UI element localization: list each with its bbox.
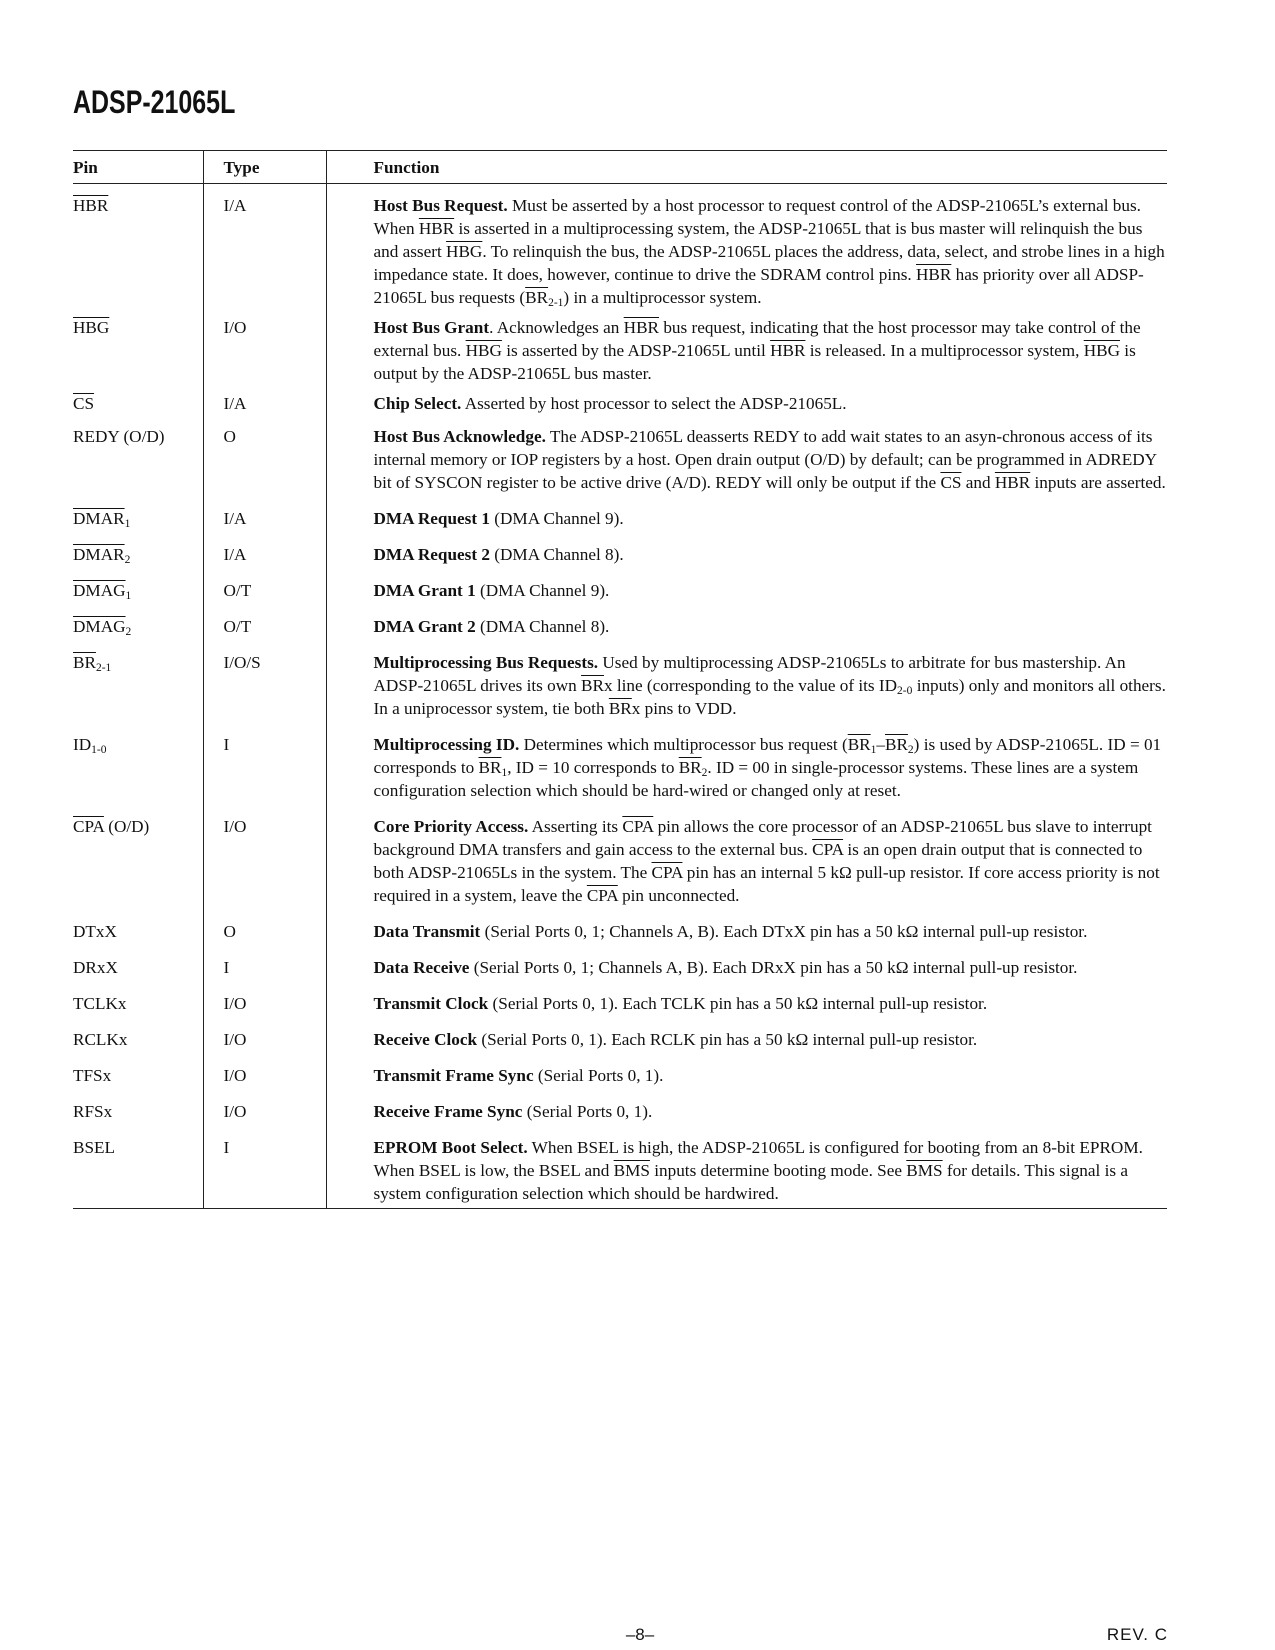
function-name: DMA Grant 2 — [373, 617, 476, 636]
subscript-text: 2-1 — [95, 662, 112, 674]
type-cell: O/T — [203, 605, 326, 641]
overlined-signal: $\overline{BR}$ — [608, 699, 632, 718]
type-cell: I/A — [203, 497, 326, 533]
description-text: inputs are asserted. — [1030, 473, 1166, 492]
table-row — [73, 982, 1167, 1018]
description-text: inputs determine booting mode. See — [649, 1161, 907, 1180]
function-name: Multiprocessing ID. — [373, 735, 520, 754]
subscript-text: 2-0 — [897, 685, 913, 697]
function-cell — [326, 418, 1167, 497]
function-cell — [326, 569, 1167, 605]
pin-cell — [73, 184, 203, 313]
description-text: pin has an internal 5 kΩ pull-up resistor. If core access priority is not required in a system, leave the — [373, 863, 1160, 905]
overlined-signal: $\overline{BR}$ — [678, 758, 702, 777]
pin-cell — [73, 569, 203, 605]
description-text: Must be asserted by a host processor to request control of the ADSP-21065L’s external bus. When — [373, 196, 1141, 238]
pin-cell — [73, 910, 203, 946]
overlined-signal: $\overline{CS}$ — [73, 394, 95, 413]
function-name: Multiprocessing Bus Requests. — [373, 653, 599, 672]
pin-cell — [73, 723, 203, 805]
table-row — [73, 641, 1167, 723]
description-text: for details. This signal is a system configuration selection which should be hardwired. — [373, 1161, 1128, 1203]
description-text: Used by multiprocessing ADSP-21065Ls to arbitrate for bus mastership. An ADSP-21065L drives its own — [373, 653, 1126, 695]
function-cell — [326, 910, 1167, 946]
description-text: is asserted by the ADSP-21065L until — [501, 341, 771, 360]
description-text: is output by the ADSP-21065L bus master. — [373, 341, 1136, 383]
table-row — [73, 533, 1167, 569]
overlined-signal: $\overline{BR}$ — [525, 288, 549, 307]
description-text: TCLKx — [73, 994, 127, 1013]
overlined-signal: $\overline{CS}$ — [940, 473, 962, 492]
table-row — [73, 605, 1167, 641]
type-cell: I/A — [203, 184, 326, 313]
overlined-signal: DMAG — [73, 617, 126, 636]
type-cell: I/O — [203, 1090, 326, 1126]
description-text: DRxX — [73, 958, 118, 977]
description-text: is an open drain output that is connected to both ADSP-21065Ls in the system. The — [373, 840, 1143, 882]
overlined-signal: $\overline{HBR}$ — [770, 341, 806, 360]
overlined-signal: $\overline{CPA}$ — [586, 886, 618, 905]
table-row — [73, 1018, 1167, 1054]
table-row — [73, 312, 1167, 388]
description-text: RFSx — [73, 1102, 113, 1121]
table-row — [73, 1054, 1167, 1090]
function-cell — [326, 1126, 1167, 1209]
table-row — [73, 1126, 1167, 1209]
function-cell — [326, 184, 1167, 313]
table-row — [73, 418, 1167, 497]
overlined-signal: $\overline{CPA}$ — [73, 817, 104, 836]
description-text: , ID = 10 corresponds to — [507, 758, 679, 777]
type-cell: I/O — [203, 1054, 326, 1090]
function-cell — [326, 641, 1167, 723]
type-cell: O — [203, 910, 326, 946]
document-title: ADSP-21065L — [73, 84, 236, 120]
description-text: x pins to VDD. — [631, 699, 737, 718]
function-name: Host Bus Grant — [373, 318, 490, 337]
function-name: Transmit Clock — [373, 994, 489, 1013]
function-name: Chip Select. — [373, 394, 462, 413]
subscript-text: 2 — [701, 767, 708, 779]
type-cell: I/A — [203, 388, 326, 418]
description-text: TFSx — [73, 1066, 112, 1085]
function-cell — [326, 1090, 1167, 1126]
overlined-signal: $\overline{BR}$ — [884, 735, 908, 754]
description-text: is released. In a multiprocessor system, — [805, 341, 1084, 360]
pin-cell — [73, 312, 203, 388]
description-text: Determines which multiprocessor bus request ( — [519, 735, 848, 754]
overlined-signal: $\overline{HBR}$ — [994, 473, 1031, 492]
description-text: bus request, indicating that the host processor may take control of the external bus. — [373, 318, 1141, 360]
type-cell: I — [203, 1126, 326, 1209]
description-text: (DMA Channel 9). — [490, 509, 624, 528]
function-cell — [326, 723, 1167, 805]
type-cell: O/T — [203, 569, 326, 605]
overlined-signal: $\overline{CPA}$ — [812, 840, 844, 859]
table-row — [73, 910, 1167, 946]
subscript-text: 2 — [907, 744, 914, 756]
overlined-signal: $\overline{BR}$ — [478, 758, 502, 777]
description-text: (Serial Ports 0, 1; Channels A, B). Each DRxX pin has a 50 kΩ internal pull-up resistor. — [469, 958, 1078, 977]
pin-cell — [73, 388, 203, 418]
column-header-pin: Pin — [73, 151, 203, 184]
overlined-signal: $\overline{HBG}$ — [465, 341, 502, 360]
description-text: and — [961, 473, 995, 492]
type-cell: I/O — [203, 1018, 326, 1054]
function-cell — [326, 497, 1167, 533]
description-text: (DMA Channel 8). — [475, 617, 610, 636]
description-text: Asserting its — [528, 817, 623, 836]
function-name: DMA Request 2 — [373, 545, 490, 564]
subscript-text: 1 — [501, 767, 508, 779]
subscript-text: 2-1 — [548, 297, 564, 309]
type-cell: I — [203, 946, 326, 982]
pin-cell — [73, 497, 203, 533]
pin-function-table — [73, 150, 1167, 1209]
type-cell: I/O — [203, 982, 326, 1018]
type-cell: O — [203, 418, 326, 497]
function-name: Host Bus Acknowledge. — [373, 427, 546, 446]
subscript-text: 1 — [870, 744, 877, 756]
function-name: Host Bus Request. — [373, 196, 508, 215]
table-header-row — [73, 151, 1167, 184]
overlined-signal: $\overline{CPA}$ — [651, 863, 683, 882]
function-cell — [326, 1018, 1167, 1054]
overlined-signal: $\overline{HBR}$ — [73, 196, 109, 215]
pin-cell — [73, 1090, 203, 1126]
description-text: (O/D) — [103, 817, 150, 836]
description-text: ) in a multiprocessor system. — [563, 288, 762, 307]
column-header-function: Function — [326, 151, 1167, 184]
function-cell — [326, 388, 1167, 418]
description-text: x line (corresponding to the value of its ID — [603, 676, 898, 695]
pin-cell — [73, 1054, 203, 1090]
table-row — [73, 569, 1167, 605]
subscript-text: 1 — [125, 590, 132, 602]
description-text: (Serial Ports 0, 1). Each RCLK pin has a 50 kΩ internal pull-up resistor. — [477, 1030, 978, 1049]
description-text: REDY (O/D) — [73, 427, 165, 446]
description-text: . Acknowledges an — [489, 318, 624, 337]
pin-cell — [73, 533, 203, 569]
overlined-signal: DMAR — [73, 545, 125, 564]
overlined-signal: $\overline{BMS}$ — [613, 1161, 650, 1180]
function-cell — [326, 982, 1167, 1018]
overlined-signal: DMAR — [73, 509, 125, 528]
description-text: DTxX — [73, 922, 117, 941]
description-text: has priority over all ADSP-21065L bus requests ( — [373, 265, 1144, 307]
description-text: (DMA Channel 8). — [490, 545, 624, 564]
overlined-signal: $\overline{BR}$ — [581, 676, 604, 695]
function-cell — [326, 312, 1167, 388]
function-name: DMA Grant 1 — [373, 581, 476, 600]
overlined-signal: $\overline{BR}$ — [847, 735, 871, 754]
description-text: RCLKx — [73, 1030, 128, 1049]
pin-cell — [73, 805, 203, 910]
overlined-signal: $\overline{CPA}$ — [622, 817, 654, 836]
description-text: pin allows the core processor of an ADSP-21065L bus slave to interrupt background DMA transfers and gain access to the external bus. — [373, 817, 1152, 859]
overlined-signal: $\overline{BMS}$ — [906, 1161, 943, 1180]
description-text: When BSEL is high, the ADSP-21065L is configured for booting from an 8-bit EPROM. When BSEL is low, the BSEL and — [373, 1138, 1143, 1180]
table-row — [73, 1090, 1167, 1126]
subscript-text: 1 — [124, 518, 131, 530]
subscript-text: 2 — [125, 626, 132, 638]
function-cell — [326, 533, 1167, 569]
function-name: DMA Request 1 — [373, 509, 490, 528]
description-text: pin unconnected. — [617, 886, 740, 905]
description-text: (Serial Ports 0, 1). — [522, 1102, 653, 1121]
type-cell: I/A — [203, 533, 326, 569]
revision-label: REV. C — [1106, 1625, 1168, 1644]
description-text: BSEL — [73, 1138, 116, 1157]
description-text: . To relinquish the bus, the ADSP-21065L places the address, data, select, and strobe lines in a high impedance state. It does, however, continue to drive the SDRAM control pins. — [373, 242, 1165, 284]
function-name: EPROM Boot Select. — [373, 1138, 528, 1157]
table-row — [73, 388, 1167, 418]
pin-cell — [73, 946, 203, 982]
description-text: (Serial Ports 0, 1). — [533, 1066, 664, 1085]
description-text: The ADSP-21065L deasserts REDY to add wait states to an asyn-chronous access of its internal memory or IOP registers by a host. Open drain output (O/D) by default; can be programmed in ADREDY bit of SYSCON register to be active drive (A/D). REDY will only be output if the — [373, 427, 1157, 492]
function-name: Receive Frame Sync — [373, 1102, 523, 1121]
overlined-signal: $\overline{HBR}$ — [418, 219, 455, 238]
type-cell: I/O/S — [203, 641, 326, 723]
function-name: Receive Clock — [373, 1030, 478, 1049]
description-text: Asserted by host processor to select the ADSP-21065L. — [461, 394, 847, 413]
table-row — [73, 497, 1167, 533]
overlined-signal: $\overline{BR}$ — [73, 653, 96, 672]
table-row — [73, 723, 1167, 805]
pin-cell — [73, 982, 203, 1018]
table-body — [73, 184, 1167, 1209]
function-cell — [326, 805, 1167, 910]
table-row — [73, 805, 1167, 910]
subscript-text: 2 — [124, 554, 131, 566]
description-text: ) is used by ADSP-21065L. ID = 01 corresponds to — [373, 735, 1162, 777]
overlined-signal: DMAG — [73, 581, 126, 600]
pin-cell — [73, 418, 203, 497]
function-name: Data Transmit — [373, 922, 481, 941]
table-row — [73, 946, 1167, 982]
column-header-type: Type — [203, 151, 326, 184]
pin-cell — [73, 1018, 203, 1054]
overlined-signal: $\overline{HBG}$ — [1083, 341, 1120, 360]
page-number: –8– — [625, 1625, 655, 1644]
description-text: . ID = 00 in single-processor systems. These lines are a system configuration selection which should be hard-wired or changed only at reset. — [373, 758, 1139, 800]
description-text: ID — [73, 735, 92, 754]
overlined-signal: $\overline{HBG}$ — [446, 242, 483, 261]
table-row — [73, 184, 1167, 313]
description-text: (Serial Ports 0, 1). Each TCLK pin has a 50 kΩ internal pull-up resistor. — [488, 994, 988, 1013]
function-name: Core Priority Access. — [373, 817, 529, 836]
description-text: – — [876, 735, 885, 754]
description-text: inputs) only and monitors all others. In a uniprocessor system, tie both — [373, 676, 1166, 718]
type-cell: I/O — [203, 312, 326, 388]
function-name: Data Receive — [373, 958, 470, 977]
subscript-text: 1-0 — [91, 744, 107, 756]
description-text: (DMA Channel 9). — [475, 581, 610, 600]
pin-cell — [73, 1126, 203, 1209]
function-cell — [326, 605, 1167, 641]
pin-cell — [73, 641, 203, 723]
type-cell: I — [203, 723, 326, 805]
description-text: is asserted in a multiprocessing system, the ADSP-21065L that is bus master will relinquish the bus and assert — [373, 219, 1143, 261]
overlined-signal: $\overline{HBG}$ — [73, 318, 110, 337]
description-text: (Serial Ports 0, 1; Channels A, B). Each DTxX pin has a 50 kΩ internal pull-up resistor. — [480, 922, 1088, 941]
type-cell: I/O — [203, 805, 326, 910]
function-cell — [326, 1054, 1167, 1090]
overlined-signal: $\overline{HBR}$ — [623, 318, 660, 337]
pin-cell — [73, 605, 203, 641]
function-cell — [326, 946, 1167, 982]
function-name: Transmit Frame Sync — [373, 1066, 534, 1085]
overlined-signal: $\overline{HBR}$ — [916, 265, 952, 284]
